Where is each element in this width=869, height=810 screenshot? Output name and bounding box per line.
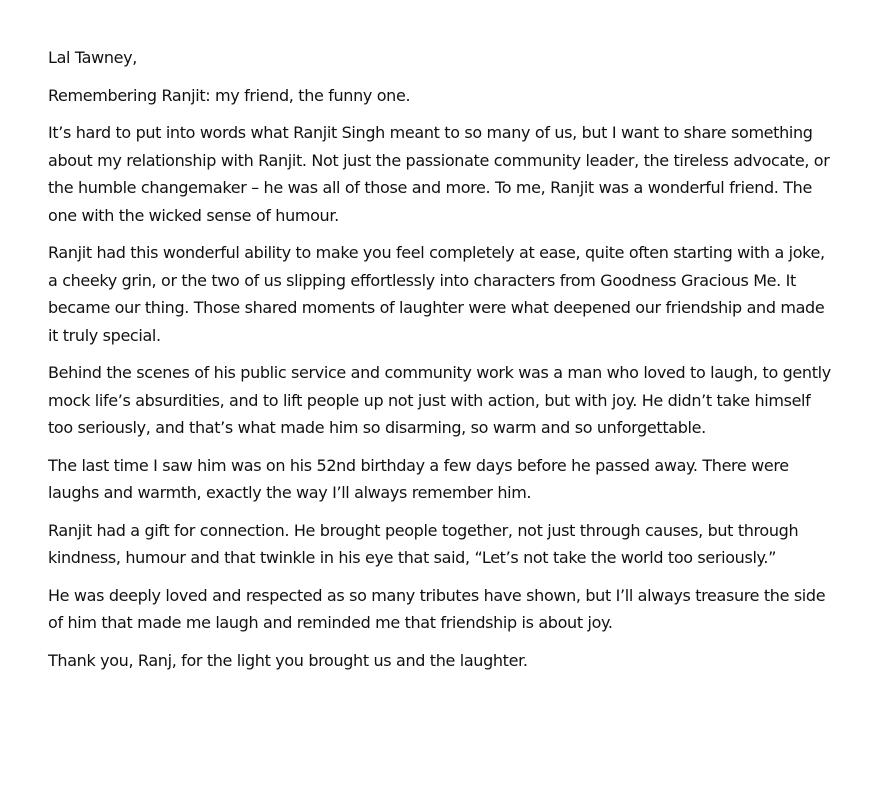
paragraph-ease: Ranjit had this wonderful ability to make you feel completely at ease, quite often starting with a joke, a cheeky grin, or the two of us slipping effortlessly into characters from Goodness Gracious Me. It became our thing. Those shared moments of laughter were what deepened our friendship and made it truly special. — [48, 243, 825, 345]
paragraph-last-birthday: The last time I saw him was on his 52nd birthday a few days before he passed away. There were laughs and warmth, exactly the way I’ll always remember him. — [48, 455, 789, 502]
closing-line: Thank you, Ranj, for the light you brought us and the laughter. — [48, 650, 528, 670]
letter-document — [48, 44, 838, 684]
salutation: Lal Tawney, — [48, 48, 137, 67]
paragraph-tributes: He was deeply loved and respected as so many tributes have shown, but I’ll always treasure the side of him that made me laugh and reminded me that friendship is about joy. — [48, 585, 826, 632]
paragraph-public-service: Behind the scenes of his public service and community work was a man who loved to laugh, to gently mock life’s absurdities, and to lift people up not just with action, but with joy. He didn’t take himself too seriously, and that’s what made him so disarming, so warm and so unforgettable. — [48, 363, 831, 437]
letter-heading: Remembering Ranjit: my friend, the funny one. — [48, 85, 411, 105]
paragraph-connection: Ranjit had a gift for connection. He brought people together, not just through causes, but through kindness, humour and that twinkle in his eye that said, “Let’s not take the world too seriously.” — [48, 520, 799, 567]
paragraph-intro: It’s hard to put into words what Ranjit Singh meant to so many of us, but I want to share something about my relationship with Ranjit. Not just the passionate community leader, the tireless advocate, or the humble changemaker – he was all of those and more. To me, Ranjit was a wonderful friend. The one with the wicked sense of humour. — [48, 123, 830, 225]
